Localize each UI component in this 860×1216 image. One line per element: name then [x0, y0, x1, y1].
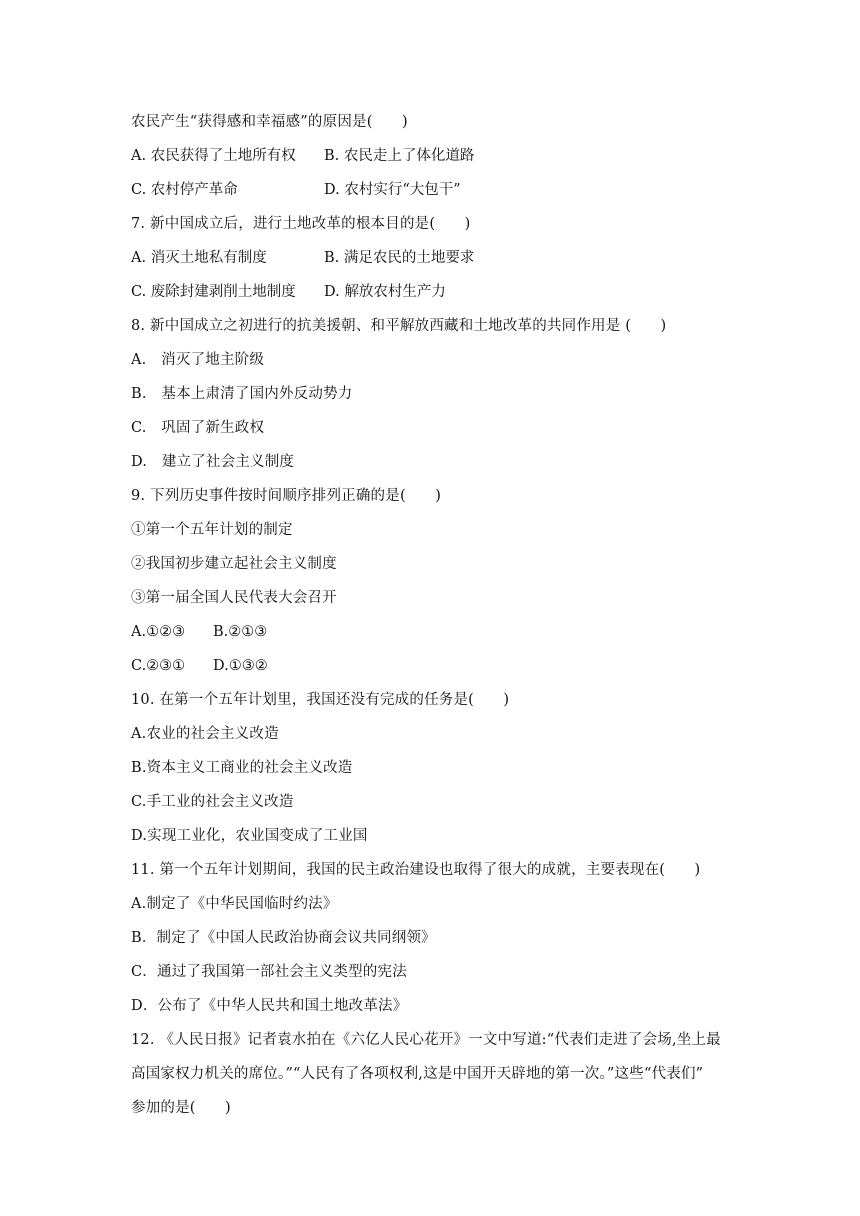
question-9-option-d: D.①③② — [213, 658, 268, 674]
question-8-option-a: A. 消灭了地主阶级 — [131, 352, 265, 368]
question-10-stem: 10. 在第一个五年计划里，我国还没有完成的任务是( ) — [131, 692, 510, 708]
question-6-option-c: C. 农村停产革命 — [131, 182, 238, 198]
question-9-stem: 9. 下列历史事件按时间顺序排列正确的是( ) — [131, 488, 442, 504]
question-7-option-c: C. 废除封建剥削土地制度 — [131, 284, 296, 300]
question-11-option-d: D．公布了《中华人民共和国土地改革法》 — [131, 998, 408, 1014]
question-7-option-b: B. 满足农民的土地要求 — [324, 250, 475, 266]
question-8-stem: 8. 新中国成立之初进行的抗美援朝、和平解放西藏和土地改革的共同作用是 ( ) — [131, 318, 667, 334]
question-7-option-a: A. 消灭土地私有制度 — [131, 250, 267, 266]
question-10-option-c: C.手工业的社会主义改造 — [131, 794, 294, 810]
question-9-option-b: B.②①③ — [213, 624, 268, 640]
question-11-option-b: B．制定了《中国人民政治协商会议共同纲领》 — [131, 930, 436, 946]
question-11-stem: 11. 第一个五年计划期间，我国的民主政治建设也取得了很大的成就，主要表现在( ) — [131, 862, 701, 878]
question-6-stem-end: 农民产生“获得感和幸福感”的原因是( ) — [131, 114, 408, 130]
question-11-option-a: A.制定了《中华民国临时约法》 — [131, 896, 338, 912]
question-8-option-d: D. 建立了社会主义制度 — [131, 454, 295, 470]
question-10-option-b: B.资本主义工商业的社会主义改造 — [131, 760, 353, 776]
question-6-option-d: D. 农村实行“大包干” — [324, 182, 461, 198]
question-12-stem-line-2: 高国家权力机关的席位。”“人民有了各项权利,这是中国开天辟地的第一次。”这些“代表们” — [131, 1066, 704, 1082]
question-11-option-c: C．通过了我国第一部社会主义类型的宪法 — [131, 964, 407, 980]
question-9-item-1: ①第一个五年计划的制定 — [131, 522, 293, 538]
question-9-option-a: A.①②③ — [131, 624, 186, 640]
question-7-stem: 7. 新中国成立后，进行土地改革的根本目的是( ) — [131, 216, 471, 232]
question-7-option-d: D. 解放农村生产力 — [324, 284, 446, 300]
question-8-option-b: B. 基本上肃清了国内外反动势力 — [131, 386, 353, 402]
question-9-item-3: ③第一届全国人民代表大会召开 — [131, 590, 337, 606]
question-10-option-d: D.实现工业化，农业国变成了工业国 — [131, 828, 368, 844]
question-10-option-a: A.农业的社会主义改造 — [131, 726, 279, 742]
question-9-item-2: ②我国初步建立起社会主义制度 — [131, 556, 337, 572]
question-8-option-c: C. 巩固了新生政权 — [131, 420, 265, 436]
question-6-option-b: B. 农民走上了体化道路 — [324, 148, 475, 164]
question-12-stem-line-1: 12. 《人民日报》记者袁水拍在《六亿人民心花开》一文中写道:“代表们走进了会场,坐上最 — [131, 1032, 721, 1048]
question-6-option-a: A. 农民获得了土地所有权 — [131, 148, 296, 164]
question-12-stem-line-3: 参加的是( ) — [131, 1100, 231, 1116]
question-9-option-c: C.②③① — [131, 658, 186, 674]
